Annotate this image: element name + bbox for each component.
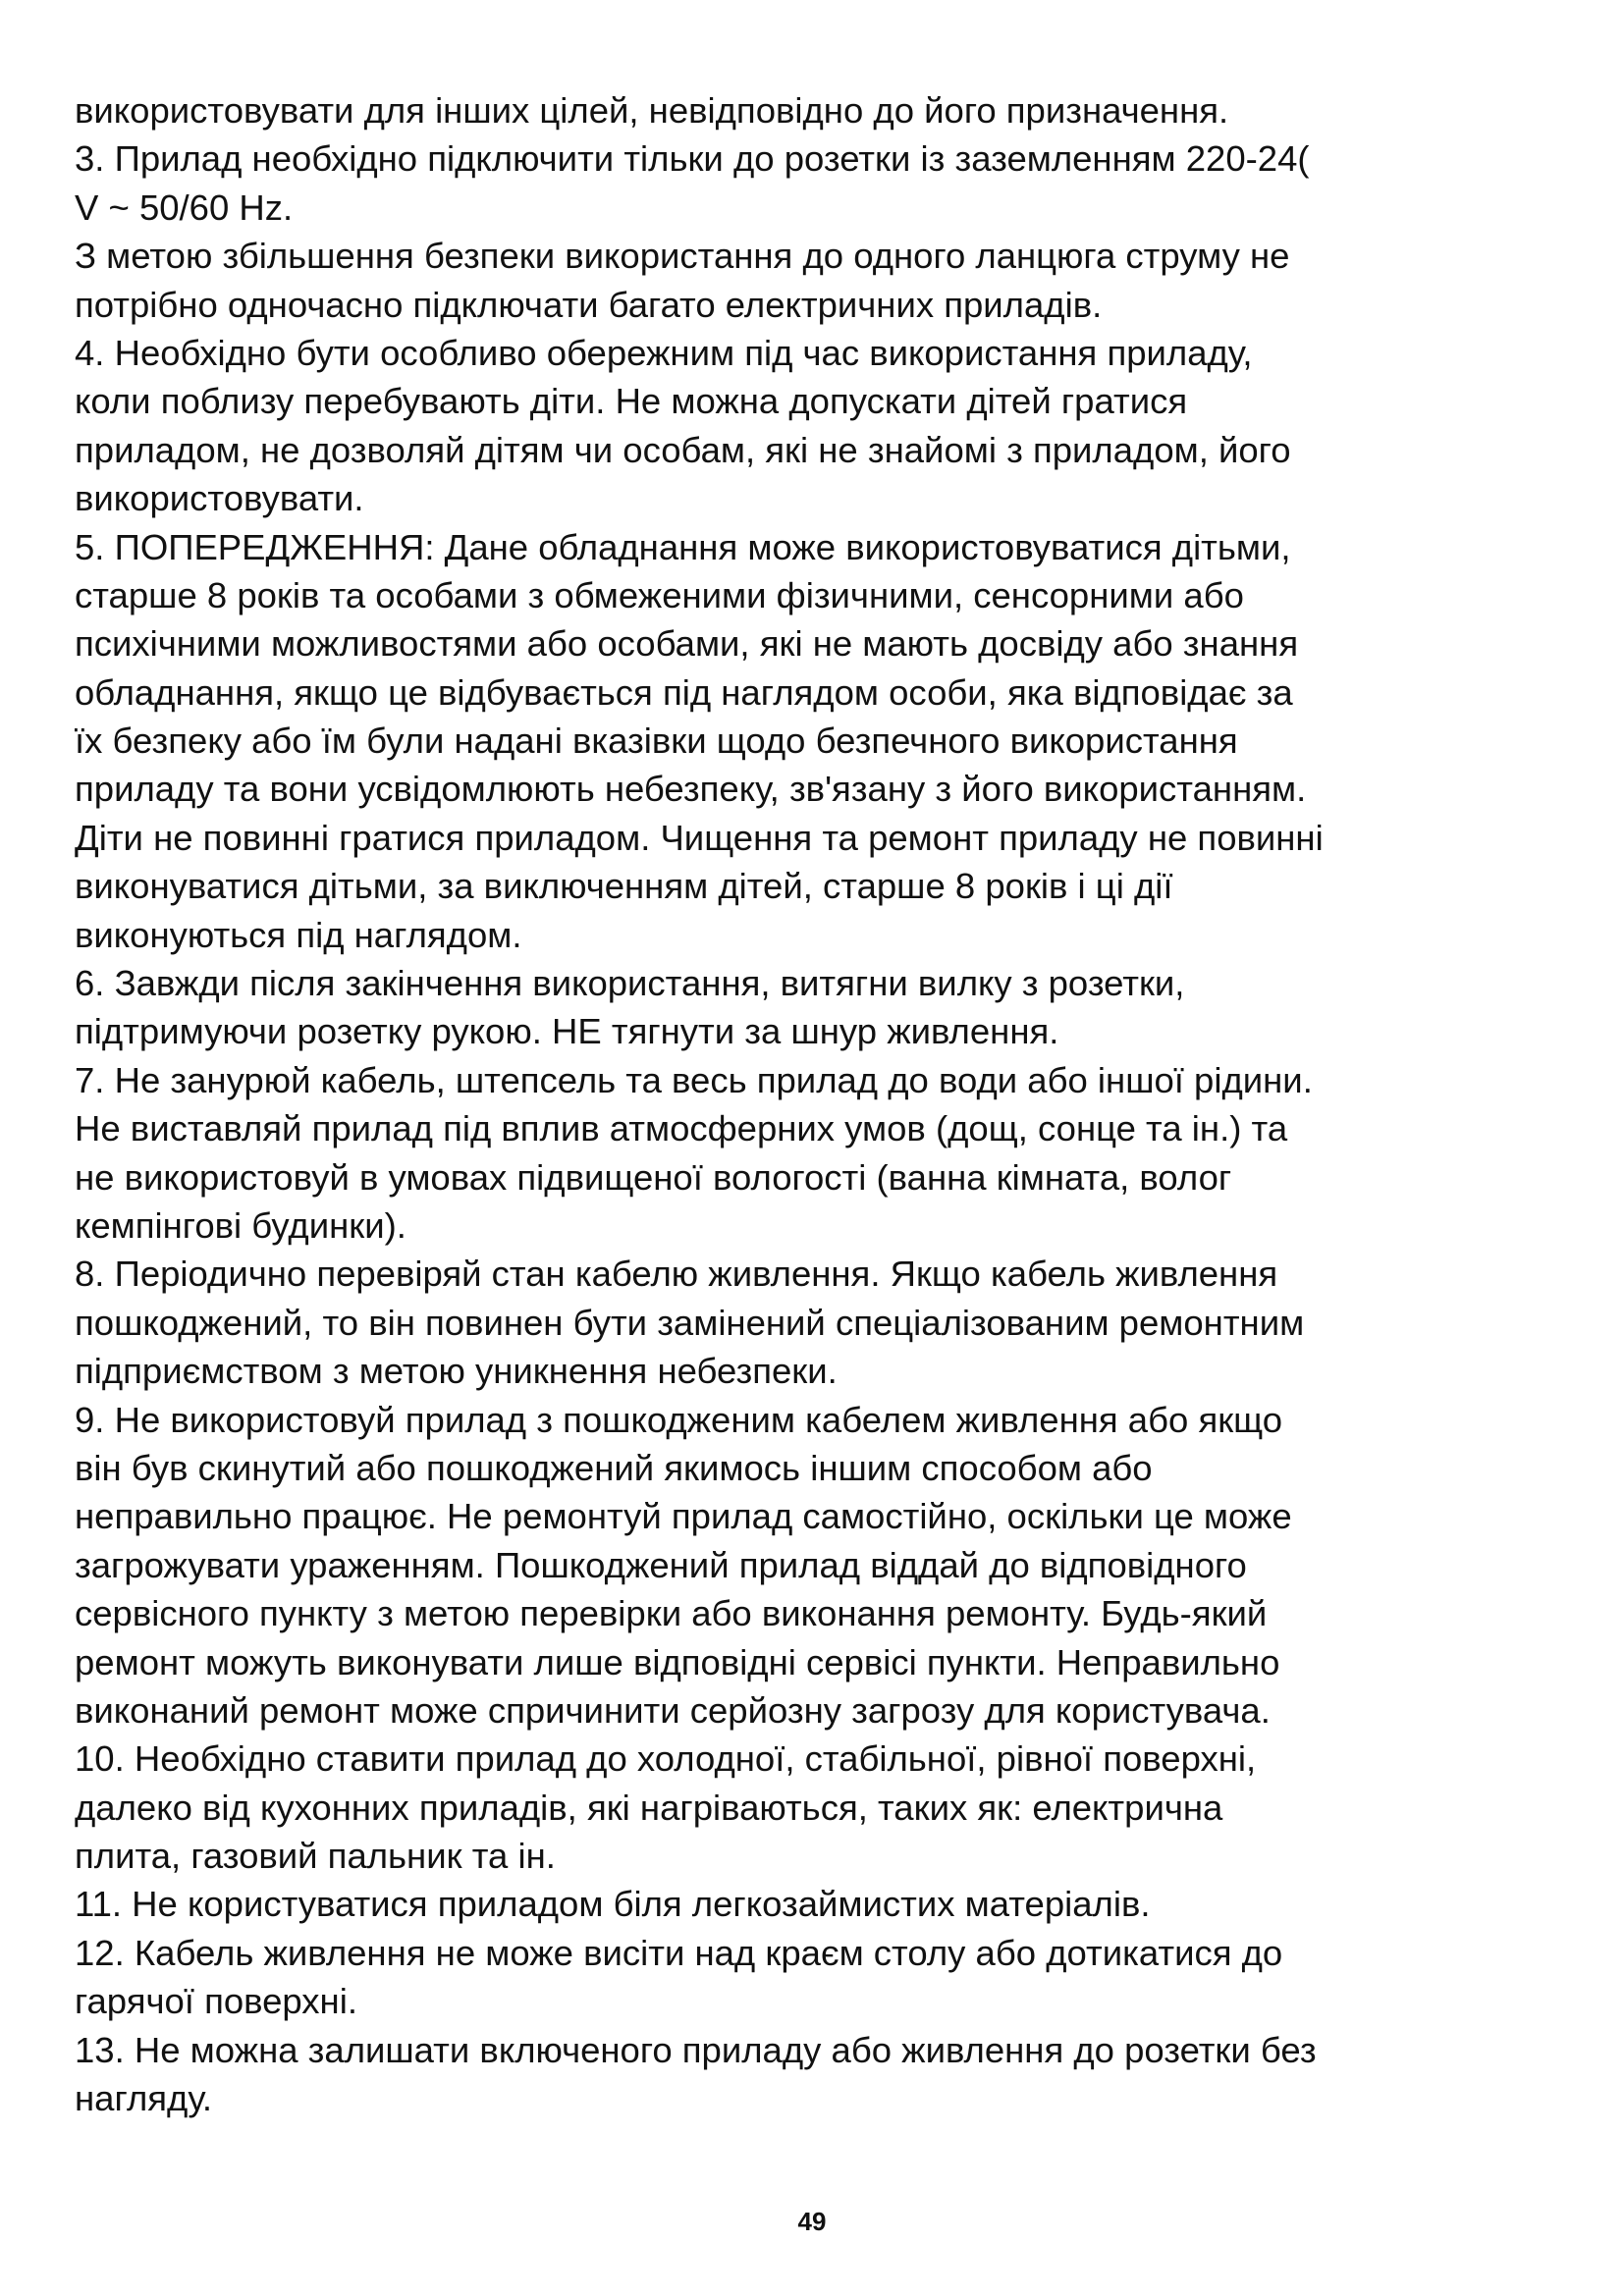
- text-line: виконуватися дітьми, за виключенням дітей, старше 8 років і ці дії: [75, 866, 1173, 907]
- text-line: підприємством з метою уникнення небезпеки.: [75, 1351, 838, 1392]
- instruction-text: [75, 86, 1577, 2122]
- text-line: 5. ПОПЕРЕДЖЕННЯ: Дане обладнання може використовуватися дітьми,: [75, 526, 1291, 567]
- text-line: їх безпеку або їм були надані вказівки щодо безпечного використання: [75, 721, 1238, 762]
- text-line: потрібно одночасно підключати багато електричних приладів.: [75, 284, 1103, 325]
- text-line: обладнання, якщо це відбувається під наглядом особи, яка відповідає за: [75, 671, 1293, 713]
- text-line: пошкоджений, то він повинен бути замінений спеціалізованим ремонтним: [75, 1302, 1305, 1343]
- text-line: Не виставляй прилад під вплив атмосферних умов (дощ, сонце та ін.) та: [75, 1108, 1288, 1149]
- text-line: 4. Необхідно бути особливо обережним під час використання приладу,: [75, 332, 1253, 373]
- text-line: 9. Не використовуй прилад з пошкодженим кабелем живлення або якщо: [75, 1399, 1283, 1440]
- text-line: не використовуй в умовах підвищеної вологості (ванна кімната, волог: [75, 1156, 1232, 1198]
- text-line: З метою збільшення безпеки використання до одного ланцюга струму не: [75, 236, 1290, 277]
- text-line: загрожувати ураженням. Пошкоджений прилад віддай до відповідного: [75, 1544, 1247, 1585]
- text-line: кемпінгові будинки).: [75, 1204, 406, 1246]
- text-line: 10. Необхідно ставити прилад до холодної, стабільної, рівної поверхні,: [75, 1738, 1257, 1780]
- text-line: V ~ 50/60 Hz.: [75, 187, 294, 228]
- text-line: неправильно працює. Не ремонтуй прилад самостійно, оскільки це може: [75, 1496, 1292, 1537]
- text-line: 12. Кабель живлення не може висіти над краєм столу або дотикатися до: [75, 1932, 1283, 1973]
- text-line: використовувати.: [75, 478, 364, 519]
- text-line: 8. Періодично перевіряй стан кабелю живлення. Якщо кабель живлення: [75, 1254, 1278, 1295]
- text-line: гарячої поверхні.: [75, 1981, 357, 2022]
- text-line: 3. Прилад необхідно підключити тільки до розетки із заземленням 220-24(: [75, 138, 1310, 180]
- text-line: ремонт можуть виконувати лише відповідні сервісі пункти. Неправильно: [75, 1641, 1280, 1682]
- text-line: використовувати для інших цілей, невідповідно до його призначення.: [75, 90, 1229, 131]
- text-line: приладу та вони усвідомлюють небезпеку, зв'язану з його використанням.: [75, 769, 1307, 810]
- text-line: 7. Не занурюй кабель, штепсель та весь прилад до води або іншої рідини.: [75, 1059, 1313, 1100]
- text-line: виконуються під наглядом.: [75, 914, 522, 955]
- text-line: 13. Не можна залишати включеного приладу або живлення до розетки без: [75, 2029, 1317, 2070]
- text-line: 6. Завжди після закінчення використання, витягни вилку з розетки,: [75, 963, 1185, 1004]
- text-line: плита, газовий пальник та ін.: [75, 1836, 556, 1877]
- text-line: Діти не повинні гратися приладом. Чищення та ремонт приладу не повинні: [75, 817, 1324, 858]
- text-line: виконаний ремонт може спричинити серйозну загрозу для користувача.: [75, 1689, 1271, 1731]
- text-line: старше 8 років та особами з обмеженими фізичними, сенсорними або: [75, 574, 1244, 615]
- text-line: психічними можливостями або особами, які не мають досвіду або знання: [75, 623, 1299, 665]
- text-line: підтримуючи розетку рукою. НЕ тягнути за шнур живлення.: [75, 1011, 1059, 1052]
- text-line: далеко від кухонних приладів, які нагріваються, таких як: електрична: [75, 1787, 1223, 1828]
- text-line: нагляду.: [75, 2078, 213, 2119]
- text-line: він був скинутий або пошкоджений якимось іншим способом або: [75, 1447, 1153, 1488]
- page-number: 49: [797, 2207, 827, 2236]
- text-line: сервісного пункту з метою перевірки або виконання ремонту. Будь-який: [75, 1593, 1268, 1634]
- text-line: приладом, не дозволяй дітям чи особам, які не знайомі з приладом, його: [75, 429, 1291, 470]
- text-line: 11. Не користуватися приладом біля легкозаймистих матеріалів.: [75, 1884, 1151, 1925]
- text-line: коли поблизу перебувають діти. Не можна допускати дітей гратися: [75, 381, 1188, 422]
